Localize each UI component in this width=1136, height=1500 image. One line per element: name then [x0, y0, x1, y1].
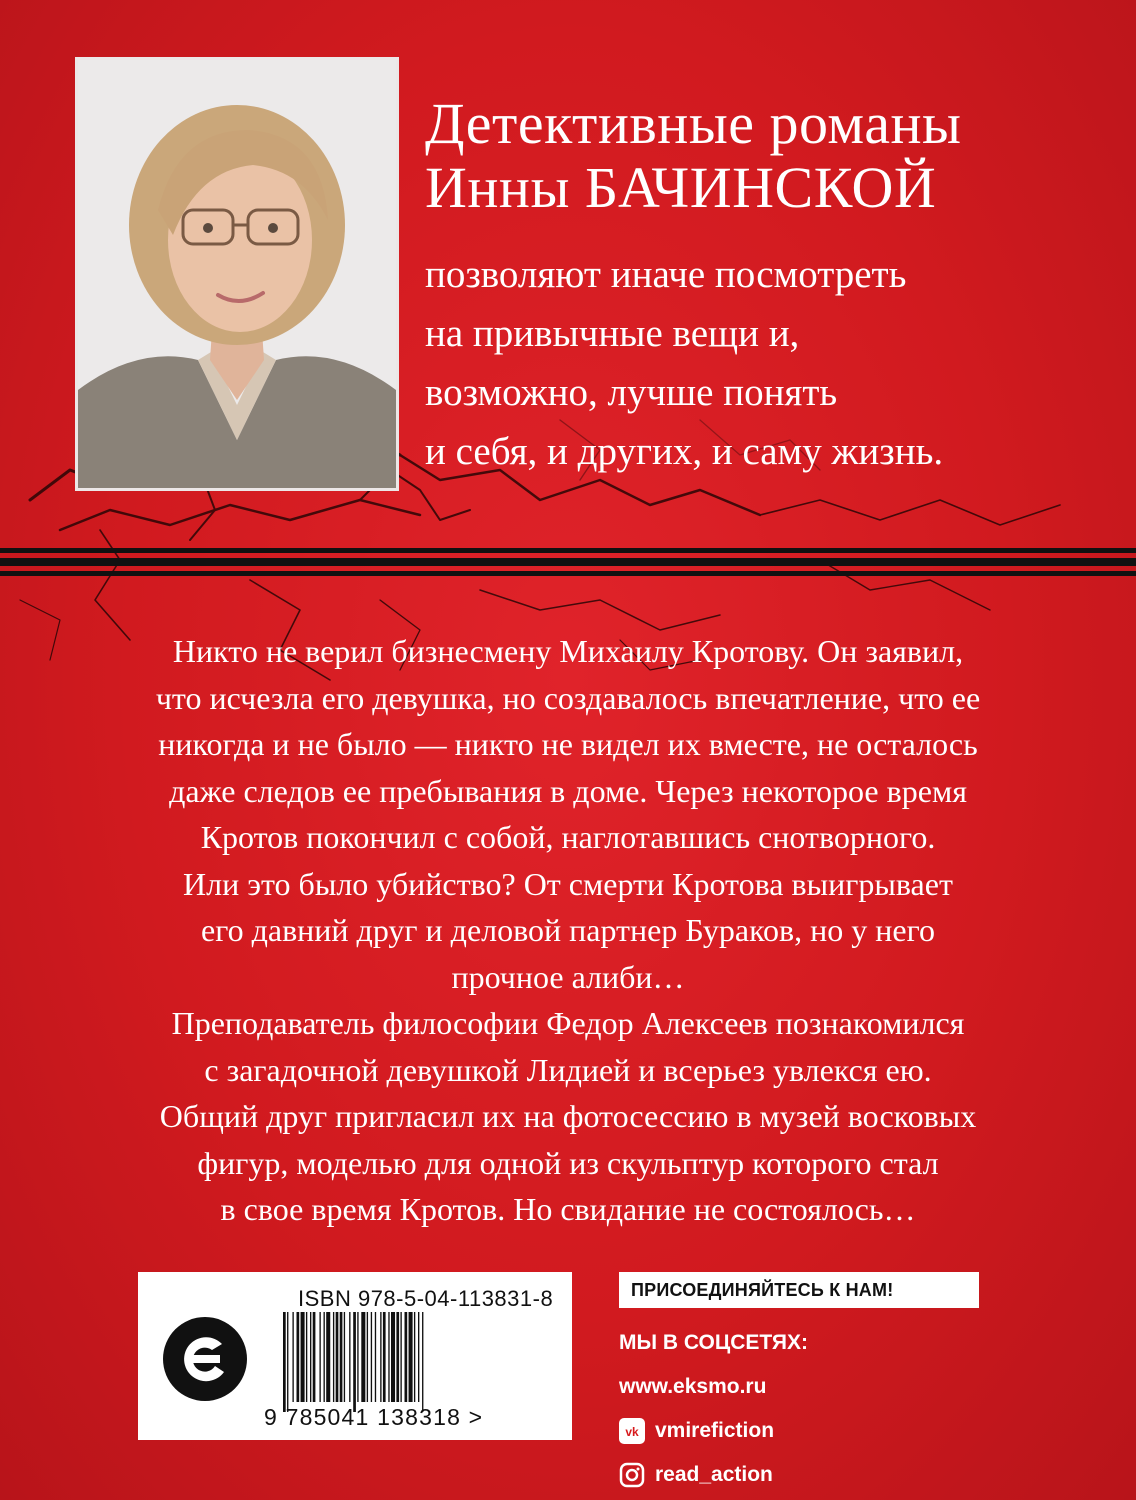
barcode-digits: 9 785041 138318 >	[264, 1404, 484, 1430]
barcode	[283, 1312, 551, 1412]
headline	[425, 92, 1115, 220]
synopsis-line: Или это было убийство? От смерти Кротова выигрывает	[183, 865, 953, 902]
synopsis-line: никогда и не было — никто не видел их вместе, не осталось	[158, 726, 978, 762]
eksmo-logo-icon	[160, 1314, 250, 1404]
instagram-row[interactable]	[619, 1462, 979, 1488]
synopsis-line: Преподаватель философии Федор Алексеев познакомился	[171, 1005, 965, 1041]
author-portrait-illustration	[78, 60, 396, 488]
synopsis-line: фигур, моделью для одной из скульптур которого стал	[197, 1144, 939, 1181]
horizontal-divider	[0, 548, 1136, 584]
socials-heading	[619, 1330, 979, 1356]
vk-row[interactable]	[619, 1418, 979, 1444]
synopsis-line: Кротов покончил с собой, наглотавшись снотворного.	[200, 819, 936, 855]
synopsis-line: в свое время Кротов. Но свидание не состоялось…	[220, 1191, 916, 1227]
intro-line: позволяют иначе посмотреть	[425, 253, 907, 296]
synopsis-line: что исчезла его девушка, но создавалось впечатление, что ее	[155, 679, 981, 716]
intro-line: на привычные вещи и,	[425, 312, 800, 355]
synopsis-line: Никто не верил бизнесмену Михаилу Кротову. Он заявил,	[172, 633, 964, 669]
headline-line-2: Инны БАЧИНСКОЙ	[425, 155, 937, 220]
synopsis-line: Общий друг пригласил их на фотосессию в музей восковых	[159, 1098, 977, 1134]
synopsis	[60, 628, 1076, 1233]
isbn-number: ISBN 978-5-04-113831-8	[298, 1286, 554, 1311]
instagram-icon	[619, 1462, 645, 1488]
social-block	[619, 1272, 979, 1488]
vk-icon	[619, 1418, 645, 1444]
join-us-banner: ПРИСОЕДИНЯЙТЕСЬ К НАМ!	[619, 1272, 979, 1308]
synopsis-line: с загадочной девушкой Лидией и всерьез увлекся ею.	[204, 1051, 932, 1088]
synopsis-line: его давний друг и деловой партнер Бураков, но у него	[201, 912, 935, 948]
website-row[interactable]	[619, 1374, 979, 1400]
author-photo	[78, 60, 396, 488]
instagram-handle[interactable]: read_action	[655, 1463, 773, 1486]
svg-text:vk: vk	[625, 1425, 639, 1439]
website-link[interactable]: www.eksmo.ru	[619, 1375, 767, 1398]
synopsis-line: даже следов ее пребывания в доме. Через некоторое время	[169, 772, 967, 809]
isbn-barcode-box	[138, 1272, 572, 1440]
synopsis-line: прочное алиби…	[451, 958, 685, 995]
intro-text	[425, 245, 1115, 481]
vk-handle[interactable]: vmirefiction	[655, 1419, 775, 1442]
socials-label: МЫ В СОЦСЕТЯХ:	[619, 1331, 809, 1354]
headline-line-1: Детективные романы	[425, 91, 962, 156]
intro-line: и себя, и других, и саму жизнь.	[425, 430, 944, 473]
intro-line: возможно, лучше понять	[425, 371, 838, 414]
